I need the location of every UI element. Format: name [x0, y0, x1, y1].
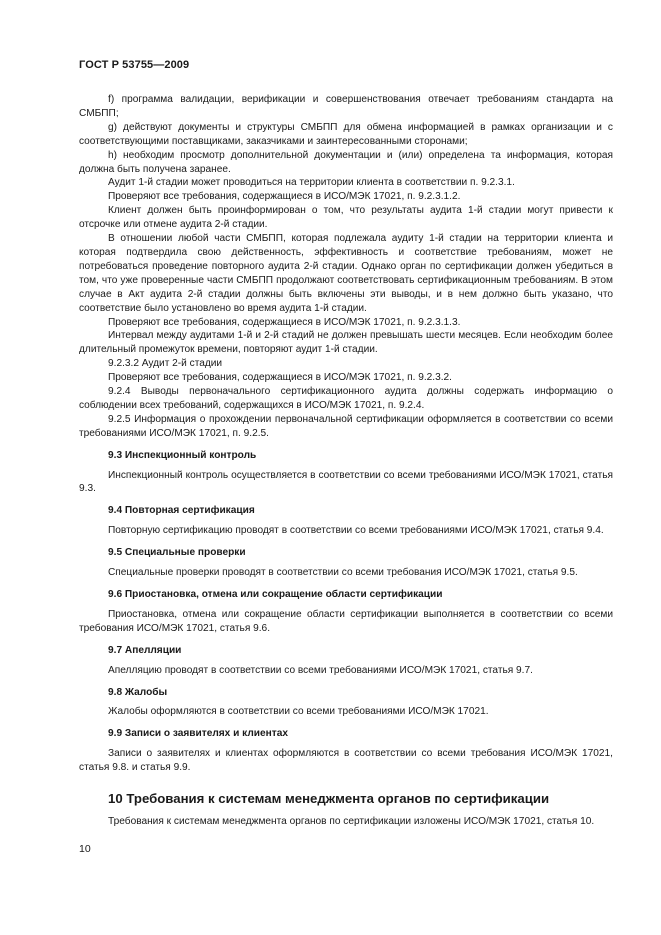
section-text-9-7: Апелляцию проводят в соответствии со всеми требованиями ИСО/МЭК 17021, статья 9.7. [108, 664, 533, 676]
paragraph: 9.2.4 Выводы первоначального сертификационного аудита должны содержать информацию о соблюдении всех требований, содержащихся в ИСО/МЭК 17021, п. 9.2.4. [79, 386, 613, 411]
section-heading-9-5: 9.5 Специальные проверки [108, 547, 246, 559]
section-text-9-8: Жалобы оформляются в соответствии со всеми требованиями ИСО/МЭК 17021. [108, 706, 489, 718]
paragraph: Проверяют все требования, содержащиеся в ИСО/МЭК 17021, п. 9.2.3.2. [108, 372, 452, 384]
section-text-9-6: Приостановка, отмена или сокращение области сертификации выполняется в соответствии со всеми требования ИСО/МЭК 17021, статья 9.6. [79, 608, 613, 634]
section-heading-9-6: 9.6 Приостановка, отмена или сокращение области сертификации [108, 589, 443, 600]
section-text-9-9: Записи о заявителях и клиентах оформляются в соответствии со всеми требования ИСО/МЭК 17021, статья 9.8. и статья 9.9. [79, 748, 613, 774]
section-heading-9-4: 9.4 Повторная сертификация [108, 505, 255, 517]
paragraph: Интервал между аудитами 1-й и 2-й стадий не должен превышать шести месяцев. Если необходим более длительный промежуток времени, повторяют аудит 1-й стадии. [79, 330, 613, 356]
list-item-h: h) необходим просмотр дополнительной документации и (или) определена та информация, которая должна быть получена заранее. [79, 149, 613, 175]
section-heading-9-8: 9.8 Жалобы [108, 686, 168, 698]
section-text-9-3: Инспекционный контроль осуществляется в соответствии со всеми требованиями ИСО/МЭК 17021, статья 9.3. [79, 469, 613, 495]
paragraph: Проверяют все требования, содержащиеся в ИСО/МЭК 17021, п. 9.2.3.1.2. [108, 191, 461, 203]
paragraph: Клиент должен быть проинформирован о том, что результаты аудита 1-й стадии могут привести к отсрочке или отмене аудита 2-й стадии. [79, 205, 613, 231]
section-heading-10: 10 Требования к системам менеджмента органов по сертификации [108, 791, 550, 807]
document-header: ГОСТ Р 53755—2009 [79, 59, 190, 71]
document-body [79, 93, 613, 829]
section-heading-9-7: 9.7 Апелляции [108, 644, 182, 656]
paragraph: 9.2.5 Информация о прохождении первоначальной сертификации оформляется в соответствии со всеми требованиями ИСО/МЭК 17021, п. 9.2.5. [79, 413, 613, 439]
section-text-10: Требования к системам менеджмента органов по сертификации изложены ИСО/МЭК 17021, статья 10. [108, 816, 595, 828]
list-item-g: g) действуют документы и структуры СМБПП для обмена информацией в рамках организации и с соответствующими поставщиками, заказчиками и заинтересованными сторонами; [79, 121, 613, 147]
paragraph: Проверяют все требования, содержащиеся в ИСО/МЭК 17021, п. 9.2.3.1.3. [108, 316, 461, 328]
list-item-f: f) программа валидации, верификации и совершенствования отвечает требованиям стандарта на СМБПП; [79, 94, 613, 119]
section-heading-9-3: 9.3 Инспекционный контроль [108, 449, 257, 461]
section-text-9-5: Специальные проверки проводят в соответствии со всеми требования ИСО/МЭК 17021, статья 9.5. [108, 567, 578, 579]
section-heading-9-9: 9.9 Записи о заявителях и клиентах [108, 728, 288, 740]
section-text-9-4: Повторную сертификацию проводят в соответствии со всеми требованиями ИСО/МЭК 17021, статья 9.4. [108, 525, 604, 537]
paragraph: В отношении любой части СМБПП, которая подлежала аудиту 1-й стадии на территории клиента и которая подтвердила свою действенность, эффективность и соответствие требованиям, может не потребоваться проведение повторного аудита 2-й стадии. Однако орган по сертификации должен убедиться в том, что уже проверенные части СМБПП продолжают соответствовать сертификационным требованиям. В этом случае в Акт аудита 2-й стадии должны быть включены эти выводы, и в нем должно быть указано, что соответствие было установлено во время аудита 1-й стадии. [79, 233, 613, 314]
page-number: 10 [79, 843, 91, 855]
subsection-title: 9.2.3.2 Аудит 2-й стадии [108, 358, 223, 370]
paragraph: Аудит 1-й стадии может проводиться на территории клиента в соответствии п. 9.2.3.1. [108, 177, 515, 189]
